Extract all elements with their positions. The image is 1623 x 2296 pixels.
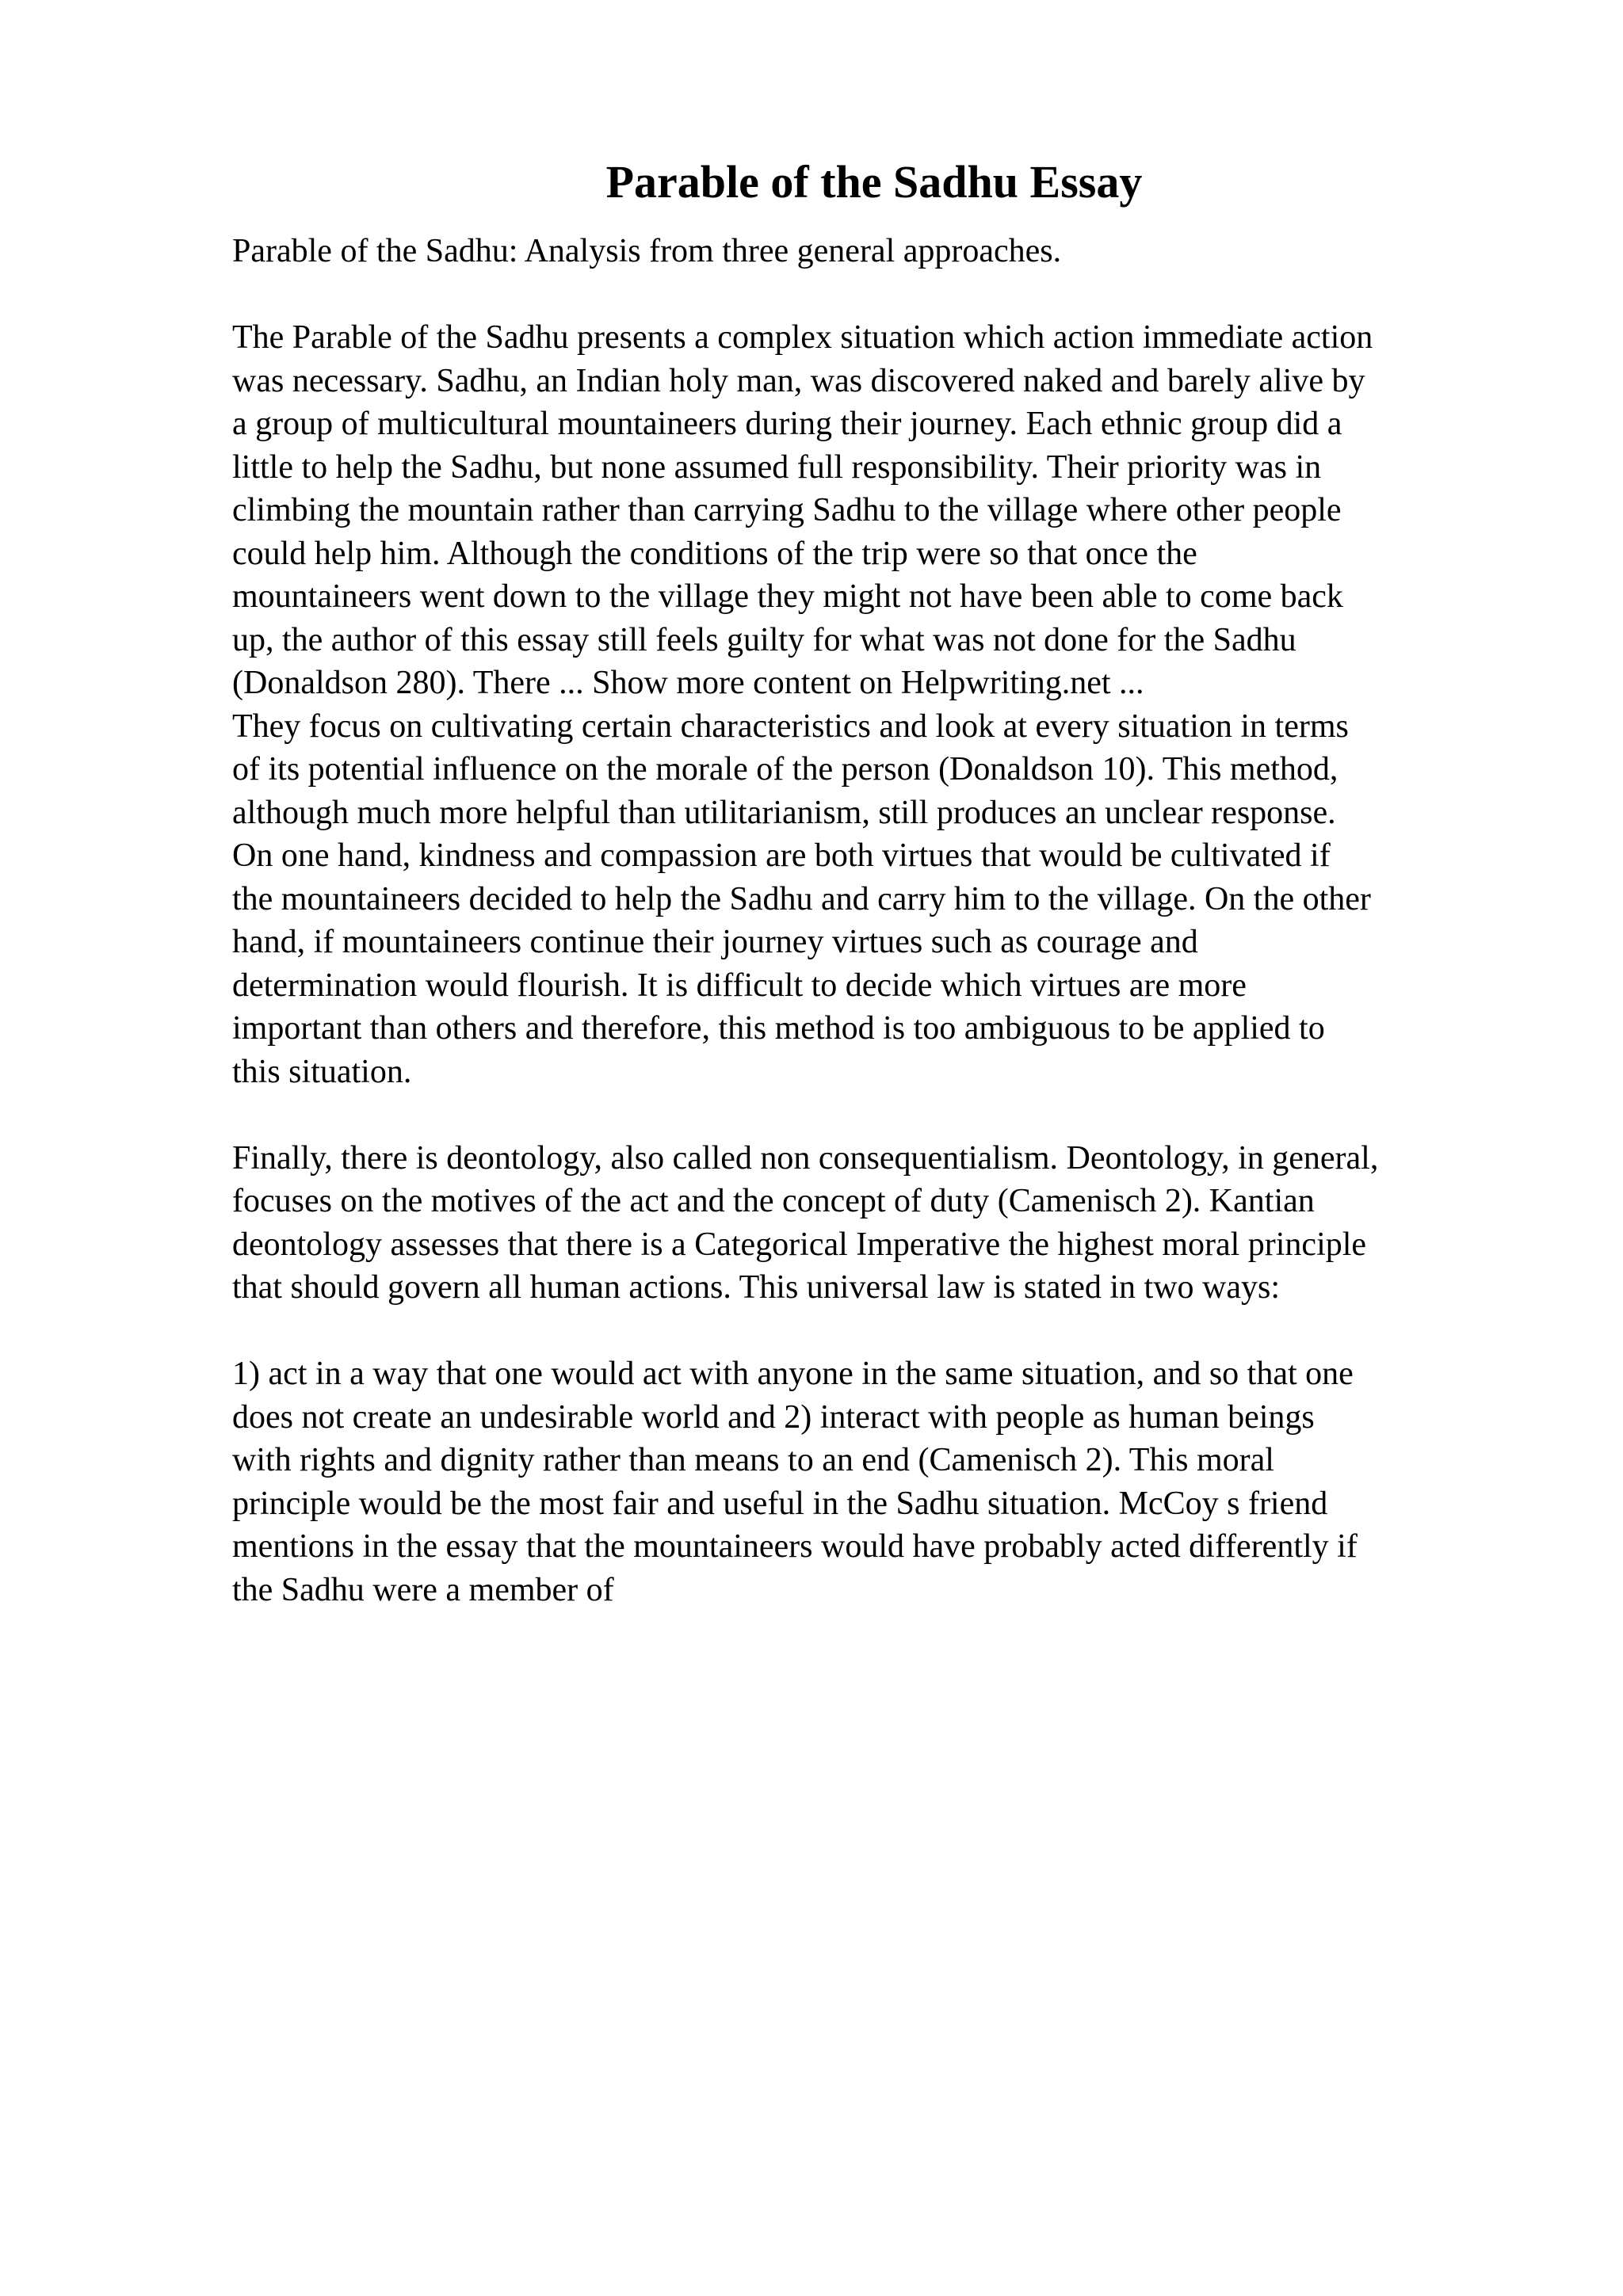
text-line: mentions in the essay that the mountaineers would have probably acted differently if (232, 1528, 1358, 1565)
paragraph-2 (232, 1137, 1516, 1310)
document-content (232, 151, 1516, 1611)
text-line: with rights and dignity rather than means to an end (Camenisch 2). This moral (232, 1442, 1274, 1478)
text-line: mountaineers went down to the village they might not have been able to come back (232, 578, 1343, 615)
text-line: focuses on the motives of the act and the concept of duty (Camenisch 2). Kantian (232, 1183, 1315, 1219)
text-line: of its potential influence on the morale of the person (Donaldson 10). This method, (232, 751, 1338, 788)
text-line: the mountaineers decided to help the Sadhu and carry him to the village. On the other (232, 880, 1371, 917)
text-line: a group of multicultural mountaineers during their journey. Each ethnic group did a (232, 406, 1342, 442)
text-line: Finally, there is deontology, also called non consequentialism. Deontology, in general, (232, 1139, 1379, 1177)
text-line: The Parable of the Sadhu presents a complex situation which action immediate action (232, 319, 1373, 356)
text-line: little to help the Sadhu, but none assumed full responsibility. Their priority was in (232, 448, 1322, 486)
text-line: does not create an undesirable world and 2) interact with people as human beings (232, 1398, 1315, 1436)
text-line: determination would flourish. It is difficult to decide which virtues are more (232, 967, 1247, 1004)
text-line: was necessary. Sadhu, an Indian holy man, was discovered naked and barely alive by (232, 362, 1365, 399)
text-line: They focus on cultivating certain characteristics and look at every situation in terms (232, 707, 1349, 745)
paragraph-gap (232, 1093, 1516, 1137)
text-line: deontology assesses that there is a Categorical Imperative the highest moral principle (232, 1226, 1367, 1263)
paragraph-gap (232, 273, 1516, 317)
paragraph-gap (232, 1310, 1516, 1353)
text-line: could help him. Although the conditions of the trip were so that once the (232, 535, 1197, 572)
text-line: (Donaldson 280). There ... Show more content on Helpwriting.net ... (232, 665, 1144, 701)
text-line: climbing the mountain rather than carrying Sadhu to the village where other people (232, 492, 1342, 528)
paragraph-1 (232, 316, 1516, 1093)
text-line: that should govern all human actions. This universal law is stated in two ways: (232, 1269, 1281, 1306)
text-line: 1) act in a way that one would act with anyone in the same situation, and so that one (232, 1356, 1354, 1392)
text-line: the Sadhu were a member of (232, 1571, 614, 1608)
text-line: important than others and therefore, this method is too ambiguous to be applied to (232, 1010, 1325, 1047)
text-line: up, the author of this essay still feels guilty for what was not done for the Sadhu (232, 621, 1296, 658)
document-title: Parable of the Sadhu Essay (605, 156, 1143, 208)
text-line: On one hand, kindness and compassion are both virtues that would be cultivated if (232, 837, 1331, 874)
text-line: although much more helpful than utilitarianism, still produces an unclear response. (232, 794, 1336, 831)
document-subtitle: Parable of the Sadhu: Analysis from three general approaches. (232, 233, 1062, 269)
text-line: this situation. (232, 1053, 412, 1090)
text-line: principle would be the most fair and useful in the Sadhu situation. McCoy s friend (232, 1485, 1328, 1522)
paragraph-3 (232, 1352, 1516, 1611)
text-line: hand, if mountaineers continue their journey virtues such as courage and (232, 924, 1198, 960)
